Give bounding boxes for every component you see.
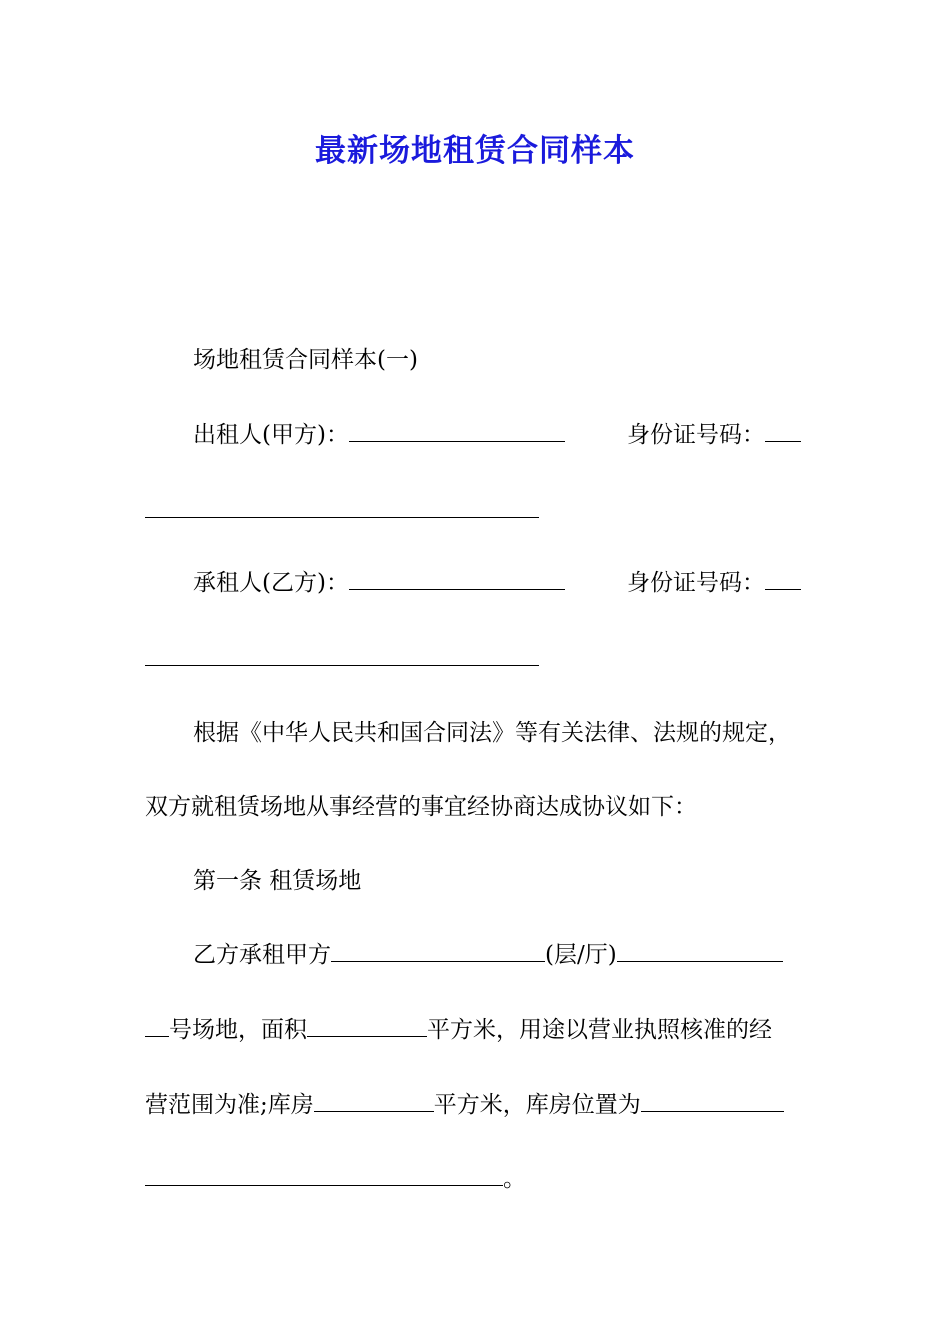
- clause-line-1: [193, 938, 783, 972]
- preamble-line-2: 双方就租赁场地从事经营的事宜经协商达成协议如下：: [145, 794, 697, 820]
- lessor-id-label: 身份证号码：: [627, 422, 765, 448]
- lessee-id-label: 身份证号码：: [627, 570, 765, 596]
- lessor-id-field[interactable]: [765, 419, 801, 442]
- lessee-id-line: [627, 566, 801, 600]
- clause-text: 平方米，用途以营业执照核准的经: [427, 1017, 772, 1043]
- warehouse-area-field[interactable]: [314, 1089, 434, 1112]
- clause-text: (层/厅): [545, 942, 617, 968]
- contract-subtitle: 场地租赁合同样本(一): [193, 347, 418, 373]
- lessee-line: [193, 566, 565, 600]
- lessee-name-field[interactable]: [349, 567, 565, 590]
- clause-line-2: [145, 1013, 772, 1047]
- lessor-id-field-extension[interactable]: [145, 495, 539, 518]
- lessor-id-field-continued: [145, 494, 539, 528]
- clause-line-4: [145, 1162, 526, 1196]
- lessee-label: 承租人(乙方)：: [193, 570, 349, 596]
- clause-line-3: [145, 1088, 784, 1122]
- hall-field[interactable]: [617, 939, 783, 962]
- clause-text: 号场地，面积: [169, 1017, 307, 1043]
- clause-text: 营范围为准;库房: [145, 1092, 314, 1118]
- warehouse-location-field-extension[interactable]: [145, 1163, 503, 1186]
- area-field[interactable]: [307, 1014, 427, 1037]
- lessee-id-field-continued: [145, 642, 539, 676]
- site-number-field[interactable]: [145, 1014, 169, 1037]
- article-1-heading: 第一条 租赁场地: [193, 868, 362, 894]
- preamble-line-1: 根据《中华人民共和国合同法》等有关法律、法规的规定，: [193, 720, 791, 746]
- warehouse-location-field[interactable]: [641, 1089, 784, 1112]
- clause-text: 。: [503, 1166, 526, 1192]
- floor-field[interactable]: [331, 939, 545, 962]
- lessor-line: [193, 418, 565, 452]
- lessor-id-line: [627, 418, 801, 452]
- page-title: 最新场地租赁合同样本: [315, 133, 635, 169]
- clause-text: 平方米，库房位置为: [433, 1092, 641, 1118]
- clause-text: 乙方承租甲方: [193, 942, 331, 968]
- lessor-label: 出租人(甲方)：: [193, 422, 349, 448]
- lessor-name-field[interactable]: [349, 419, 565, 442]
- lessee-id-field-extension[interactable]: [145, 643, 539, 666]
- lessee-id-field[interactable]: [765, 567, 801, 590]
